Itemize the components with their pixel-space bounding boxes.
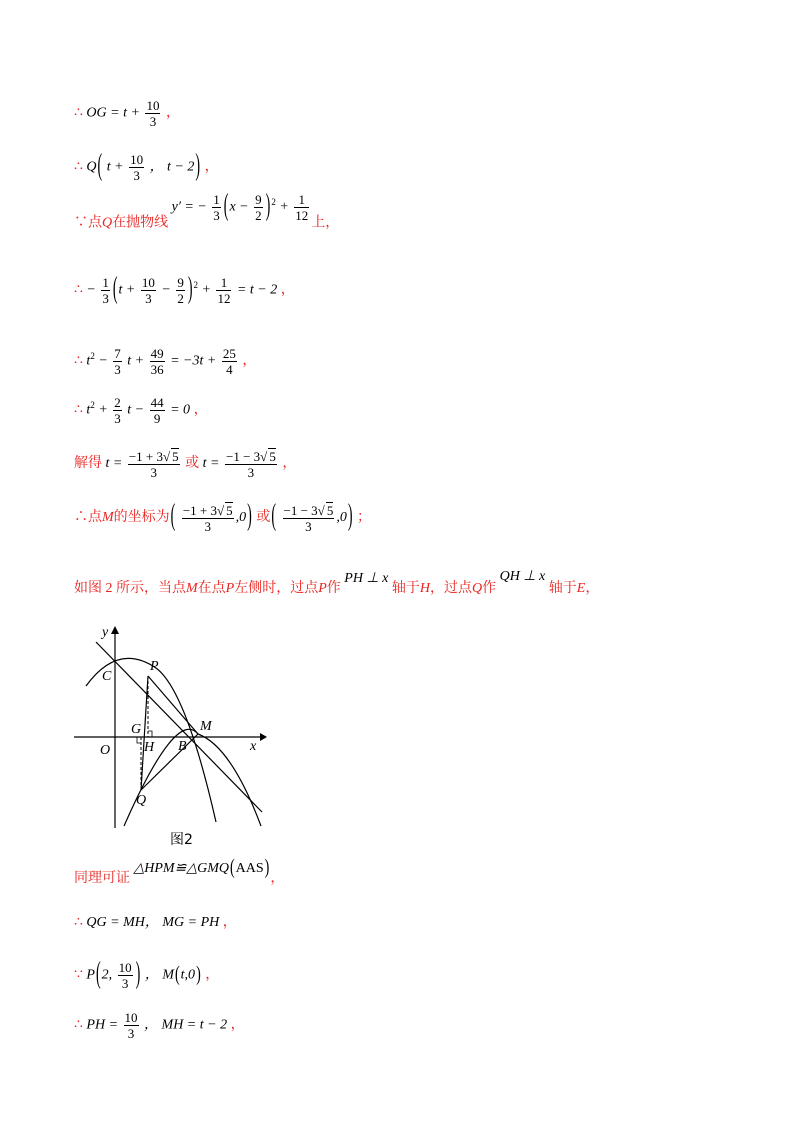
therefore-symbol: ∴ (74, 105, 83, 121)
step-substitute: ∴ − $\frac{1}{3}$ (t + $\frac{10}{3}$ − $\frac{9}{2}$ )$^2$ + $\frac{1}{12}$ = t − 2 ， (74, 272, 295, 306)
step-congruence: 同理可证 △HPM≌△GMQ(AAS)， (74, 857, 285, 887)
figure-2-diagram (66, 618, 276, 854)
label-b: B (178, 739, 187, 754)
right-angle-h (148, 731, 152, 737)
step-solve: 解得 t = $\frac{-1 + 3√ 5}{3}$ 或 t = $\frac{-1 - 3√ 5}{3}$ ， (74, 449, 297, 480)
x-axis-arrow (260, 733, 267, 741)
y-axis-arrow (111, 626, 119, 634)
parabola-equation: y′ = − $\frac{1}{3}$ (x − $\frac{9}{2}$ )$^2$ + $\frac{1}{12}$ (171, 189, 309, 223)
step-q-coords: ∴ Q( t + $\frac{10}{3}$ ， t − 2) ， (74, 149, 219, 183)
segment-pq (141, 676, 148, 790)
label-o: O (100, 743, 111, 758)
fraction: $\frac{10}{3}$ (146, 98, 160, 129)
step-pm-coords: ∵ P(2, $\frac{10}{3}$ ) ， M(t,0) ， (74, 957, 220, 991)
step-equal-sides: ∴ QG = MH， MG = PH ， (74, 915, 237, 930)
step-og: ∴ OG = t + $\frac{10}{3}$ ， (74, 98, 180, 129)
label-q: Q (136, 793, 147, 808)
segment-pm (148, 676, 198, 734)
label-m: M (200, 719, 212, 734)
label-p: P (150, 659, 159, 674)
step-lengths: ∴ PH = $\frac{10}{3}$ ， MH = t − 2 ， (74, 1010, 245, 1041)
step-simplify: ∴ $t^2$ + $\frac{2}{3}$ t − $\frac{44}{9}$ = 0 ， (74, 395, 208, 426)
label-h: H (144, 740, 155, 755)
right-angle-g (137, 737, 141, 743)
label-c: C (102, 669, 112, 684)
label-g: G (131, 722, 142, 737)
line-cb (96, 642, 262, 812)
step-expand: ∴ $t^2$ − $\frac{7}{3}$ t + $\frac{49}{36}$ = −3t + $\frac{25}{4}$ ， (74, 346, 257, 377)
step-m-coords: ∴点M的坐标为( $\frac{-1 + 3√ 5}{3}$ ,0) 或( $\frac{-1 - 3√ 5}{3}$ ,0) ； (74, 500, 371, 534)
fraction: $\frac{10}{3}$ (130, 152, 144, 183)
label-y: y (102, 625, 109, 640)
label-x: x (250, 739, 257, 754)
figure-caption: 图2 (170, 832, 193, 848)
case-description: 如图 2 所示，当点M在点P左侧时，过点P作 PH ⊥ x 轴于H，过点Q作 QH ⊥ x 轴于E， (74, 569, 600, 596)
step-on-parabola: ∵点Q在抛物线 y′ = − $\frac{1}{3}$ (x − $\frac{9}{2}$ )$^2$ + $\frac{1}{12}$ 上， (74, 189, 340, 231)
